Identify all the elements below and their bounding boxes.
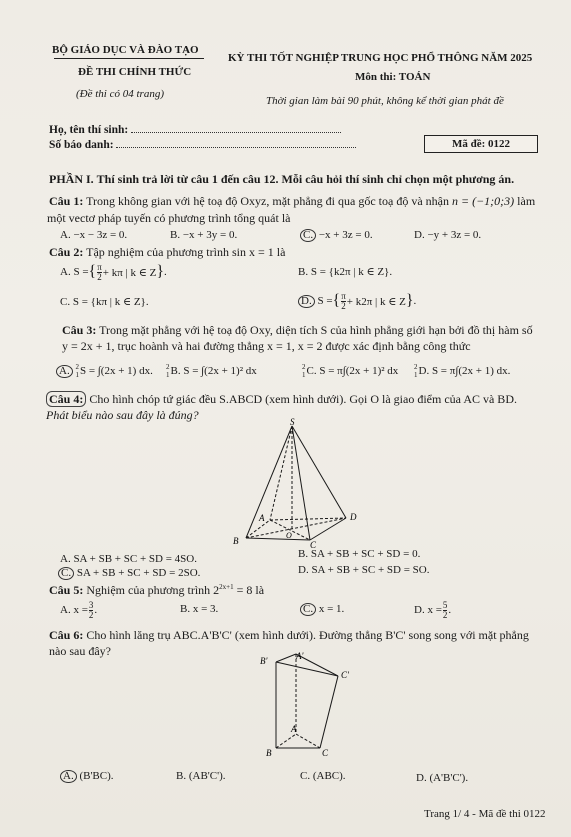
q2-option-a-post: + kπ | k ∈ Z	[102, 266, 157, 279]
q6-option-c: C. (ABC).	[300, 770, 346, 782]
q4-option-c-letter: C.	[58, 567, 74, 580]
q5-option-d-pre: D. x =	[414, 604, 442, 616]
q3-label: Câu 3:	[62, 323, 97, 337]
part1-heading: PHẦN I.	[49, 172, 94, 186]
ministry-name: BỘ GIÁO DỤC VÀ ĐÀO TẠO	[52, 44, 199, 56]
vertex-label-a-prime: A'	[296, 651, 304, 661]
q4-option-b: B. SA + SB + SC + SD = 0.	[298, 548, 421, 560]
q1-option-c	[300, 229, 373, 242]
q1-option-b: B. −x + 3y = 0.	[170, 229, 238, 241]
q2-option-d-pre: S =	[317, 295, 333, 307]
q6-option-a-text: (B'BC).	[79, 770, 114, 782]
vertex-label-s: S	[290, 418, 295, 427]
vertex-label-b: B	[233, 536, 239, 546]
candidate-name-label: Họ, tên thí sinh:	[49, 124, 129, 136]
q3-option-d	[414, 358, 510, 384]
center-label-o: O	[286, 531, 292, 540]
header-rule	[54, 58, 204, 59]
vertex-label-c: C	[310, 540, 317, 550]
q1-stem-2: một vectơ pháp tuyến có phương trình tổng quát là	[47, 211, 291, 225]
q2-option-a: A. S = { $\frac{\pi}{2}$ + kπ | k ∈ Z } .	[60, 261, 167, 282]
vertex-label-c: C	[322, 748, 329, 758]
exam-title: KỲ THI TỐT NGHIỆP TRUNG HỌC PHỔ THÔNG NĂM 2025	[228, 52, 533, 64]
vertex-label-d: D	[350, 512, 357, 522]
q1-text-end: làm	[517, 194, 536, 208]
vertex-label-a: A	[291, 724, 297, 734]
q3-option-b	[166, 358, 257, 384]
q3-option-a-letter: A.	[56, 365, 73, 378]
q6-option-a	[60, 770, 114, 783]
part1-line	[49, 172, 514, 187]
q2-label: Câu 2:	[49, 245, 84, 259]
q6-text: Cho hình lăng trụ ABC.A'B'C' (xem hình dưới). Đường thẳng B'C' song song với mặt phẳng	[86, 628, 529, 642]
vertex-label-b-prime: B'	[260, 656, 268, 666]
q3-option-c-limits: 2 1	[302, 363, 306, 379]
q3-option-b-text: B. S = ∫(2x + 1)² dx	[170, 365, 257, 377]
q6-option-d: D. (A'B'C').	[416, 772, 469, 784]
brace-close: }	[405, 292, 414, 309]
q1-option-c-text: −x + 3z = 0.	[318, 229, 373, 241]
pages-note: (Đề thi có 04 trang)	[76, 88, 164, 100]
q2-option-b: B. S = {k2π | k ∈ Z}.	[298, 266, 393, 278]
q5-option-d-fraction: $\frac{5}{2}$	[442, 599, 448, 620]
page-footer: Trang 1/ 4 - Mã đề thi 0122	[424, 808, 546, 820]
q4-option-c-text: SA + SB + SC + SD = 2SO.	[76, 567, 201, 579]
q5-option-a-pre: A. x =	[60, 604, 88, 616]
q3-option-b-limits: 2 1	[166, 363, 170, 379]
candidate-id-blank	[116, 138, 356, 148]
q3-stem-2: y = 2x + 1, trục hoành và hai đường thẳng x = 1, x = 2 được xác định bằng công thức	[62, 339, 471, 353]
q4-stem	[46, 392, 517, 407]
q1-vector: n = (−1;0;3)	[451, 194, 515, 208]
brace-open: {	[332, 292, 341, 309]
q4-stem-2: Phát biểu nào sau đây là đúng?	[46, 408, 199, 422]
q1-text: Trong không gian với hệ toạ độ Oxyz, mặt phẳng đi qua gốc toạ độ và nhận	[86, 194, 449, 208]
candidate-id-label: Số báo danh:	[49, 139, 114, 151]
q2-option-d-post: + k2π | k ∈ Z	[346, 295, 406, 308]
q4-option-a: A. SA + SB + SC + SD = 4SO.	[60, 553, 197, 565]
q5-equation-base: 2	[213, 583, 220, 597]
time-note: Thời gian làm bài 90 phút, không kể thời gian phát đề	[266, 95, 504, 107]
vertex-label-c-prime: C'	[341, 670, 349, 680]
q1-stem	[49, 194, 535, 209]
q3-option-c-text: C. S = π∫(2x + 1)² dx	[306, 365, 399, 377]
q5-equation-rest: = 8 là	[236, 583, 265, 597]
q3-option-a-limits: 2 1	[75, 363, 79, 379]
q4-label: Câu 4:	[46, 391, 86, 407]
q5-option-d: D. x = $\frac{5}{2}$ .	[414, 599, 452, 620]
subject-label: Môn thi: TOÁN	[355, 71, 431, 83]
q6-stem-2: nào sau đây?	[49, 644, 111, 658]
q4-option-c	[58, 567, 200, 580]
q6-stem	[49, 628, 529, 643]
q6-label: Câu 6:	[49, 628, 84, 642]
q3-option-c	[302, 358, 398, 384]
q1-option-c-letter: C.	[300, 229, 316, 242]
candidate-id-row	[49, 138, 356, 151]
q5-option-a-fraction: $\frac{3}{2}$	[88, 599, 94, 620]
q2-text: Tập nghiệm của phương trình sin x = 1 là	[86, 245, 286, 259]
q3-stem	[62, 323, 533, 338]
q5-option-b: B. x = 3.	[180, 603, 219, 615]
q5-equation-exponent: 2x+1	[219, 583, 234, 591]
q3-option-d-limits: 2 1	[414, 363, 418, 379]
q5-option-c-text: x = 1.	[318, 603, 345, 615]
candidate-name-blank	[131, 123, 341, 133]
q5-text: Nghiệm của phương trình	[86, 583, 211, 597]
brace-close: }	[156, 263, 165, 280]
q2-option-d-fraction: $\frac{\pi}{2}$	[341, 290, 346, 311]
q1-label: Câu 1:	[49, 194, 84, 208]
q2-option-a-pre: S =	[73, 266, 89, 278]
part1-instruction: Thí sinh trả lời từ câu 1 đến câu 12. Mỗi câu hỏi thí sinh chỉ chọn một phương án.	[96, 172, 515, 186]
prism-figure	[236, 650, 356, 760]
candidate-name-row	[49, 123, 341, 136]
q3-option-a	[56, 358, 153, 384]
q1-option-a: A. −x − 3z = 0.	[60, 229, 128, 241]
q1-option-d: D. −y + 3z = 0.	[414, 229, 482, 241]
q3-text: Trong mặt phẳng với hệ toạ độ Oxy, diện tích S của hình phẳng giới hạn bởi đồ thị hàm số	[99, 323, 533, 337]
vertex-label-a: A	[259, 513, 265, 523]
q2-option-a-letter: A.	[60, 266, 71, 278]
pyramid-figure	[228, 418, 368, 550]
q5-stem	[49, 583, 264, 598]
q2-option-a-fraction: $\frac{\pi}{2}$	[97, 261, 102, 282]
q5-option-a: A. x = $\frac{3}{2}$ .	[60, 599, 98, 620]
q4-option-d: D. SA + SB + SC + SD = SO.	[298, 564, 430, 576]
q4-text: Cho hình chóp tứ giác đều S.ABCD (xem hình dưới). Gọi O là giao điểm của AC và BD.	[89, 392, 517, 406]
q2-option-d: D. S = { $\frac{\pi}{2}$ + k2π | k ∈ Z } .	[298, 289, 416, 313]
q6-option-a-letter: A.	[60, 770, 77, 783]
q3-option-a-text: S = ∫(2x + 1) dx.	[79, 365, 153, 377]
exam-code-box: Mã đề: 0122	[424, 135, 538, 153]
q2-stem	[49, 245, 285, 260]
vertex-label-b: B	[266, 748, 272, 758]
official-label: ĐỀ THI CHÍNH THỨC	[78, 66, 192, 78]
brace-open: {	[88, 263, 97, 280]
q5-option-c-letter: C.	[300, 603, 316, 616]
q6-option-b: B. (AB'C').	[176, 770, 226, 782]
q2-option-c: C. S = {kπ | k ∈ Z}.	[60, 296, 149, 308]
q5-option-c	[300, 603, 344, 616]
q3-option-d-text: D. S = π∫(2x + 1) dx.	[418, 365, 511, 377]
q5-label: Câu 5:	[49, 583, 84, 597]
q2-option-d-letter: D.	[298, 295, 315, 308]
